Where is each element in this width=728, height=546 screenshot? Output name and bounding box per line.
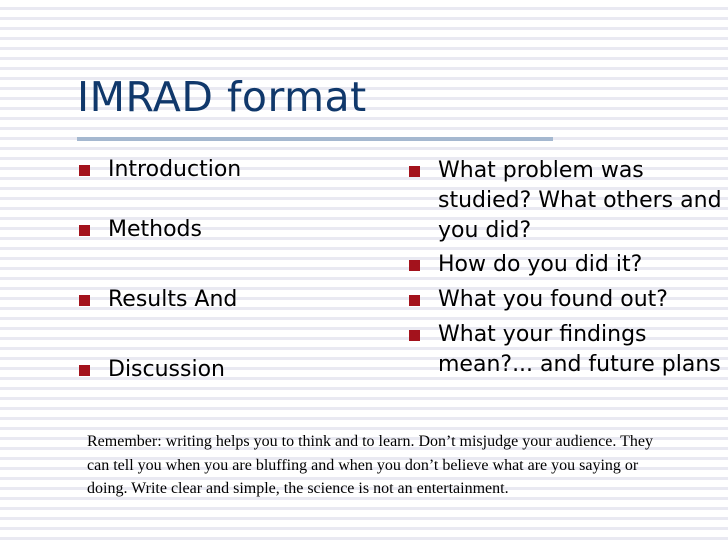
reminder-note: Remember: writing helps you to think and to learn. Don’t misjudge your audience. They can tell you when you are bluffing and when you don’t believe what are you saying or doing. Write clear and simple, the science is not an entertainment. bbox=[87, 433, 653, 497]
bullet-text: Results And bbox=[108, 287, 238, 312]
bullet-text: What your findings mean?... and future plans bbox=[438, 322, 721, 377]
bullet-text: Discussion bbox=[108, 357, 225, 382]
right-bullet-item bbox=[409, 250, 728, 280]
right-bullet-item bbox=[409, 320, 728, 380]
square-bullet-icon bbox=[79, 225, 90, 236]
bullet-text: How do you did it? bbox=[438, 252, 643, 277]
title-underline bbox=[77, 137, 553, 141]
bullet-text: What you found out? bbox=[438, 287, 668, 312]
square-bullet-icon bbox=[79, 165, 90, 176]
right-bullet-item bbox=[409, 156, 728, 246]
bullet-text: What problem was studied? What others and you did? bbox=[438, 158, 722, 243]
left-bullet-item bbox=[79, 155, 241, 185]
square-bullet-icon bbox=[409, 260, 420, 271]
bullet-text: Introduction bbox=[108, 157, 242, 182]
right-bullet-item bbox=[409, 285, 728, 315]
square-bullet-icon bbox=[409, 295, 420, 306]
square-bullet-icon bbox=[409, 166, 420, 177]
square-bullet-icon bbox=[409, 330, 420, 341]
left-bullet-item bbox=[79, 285, 237, 315]
square-bullet-icon bbox=[79, 295, 90, 306]
left-bullet-item bbox=[79, 355, 225, 385]
left-bullet-item bbox=[79, 215, 202, 245]
slide-title: IMRAD format bbox=[77, 73, 367, 121]
square-bullet-icon bbox=[79, 365, 90, 376]
bullet-text: Methods bbox=[108, 217, 202, 242]
